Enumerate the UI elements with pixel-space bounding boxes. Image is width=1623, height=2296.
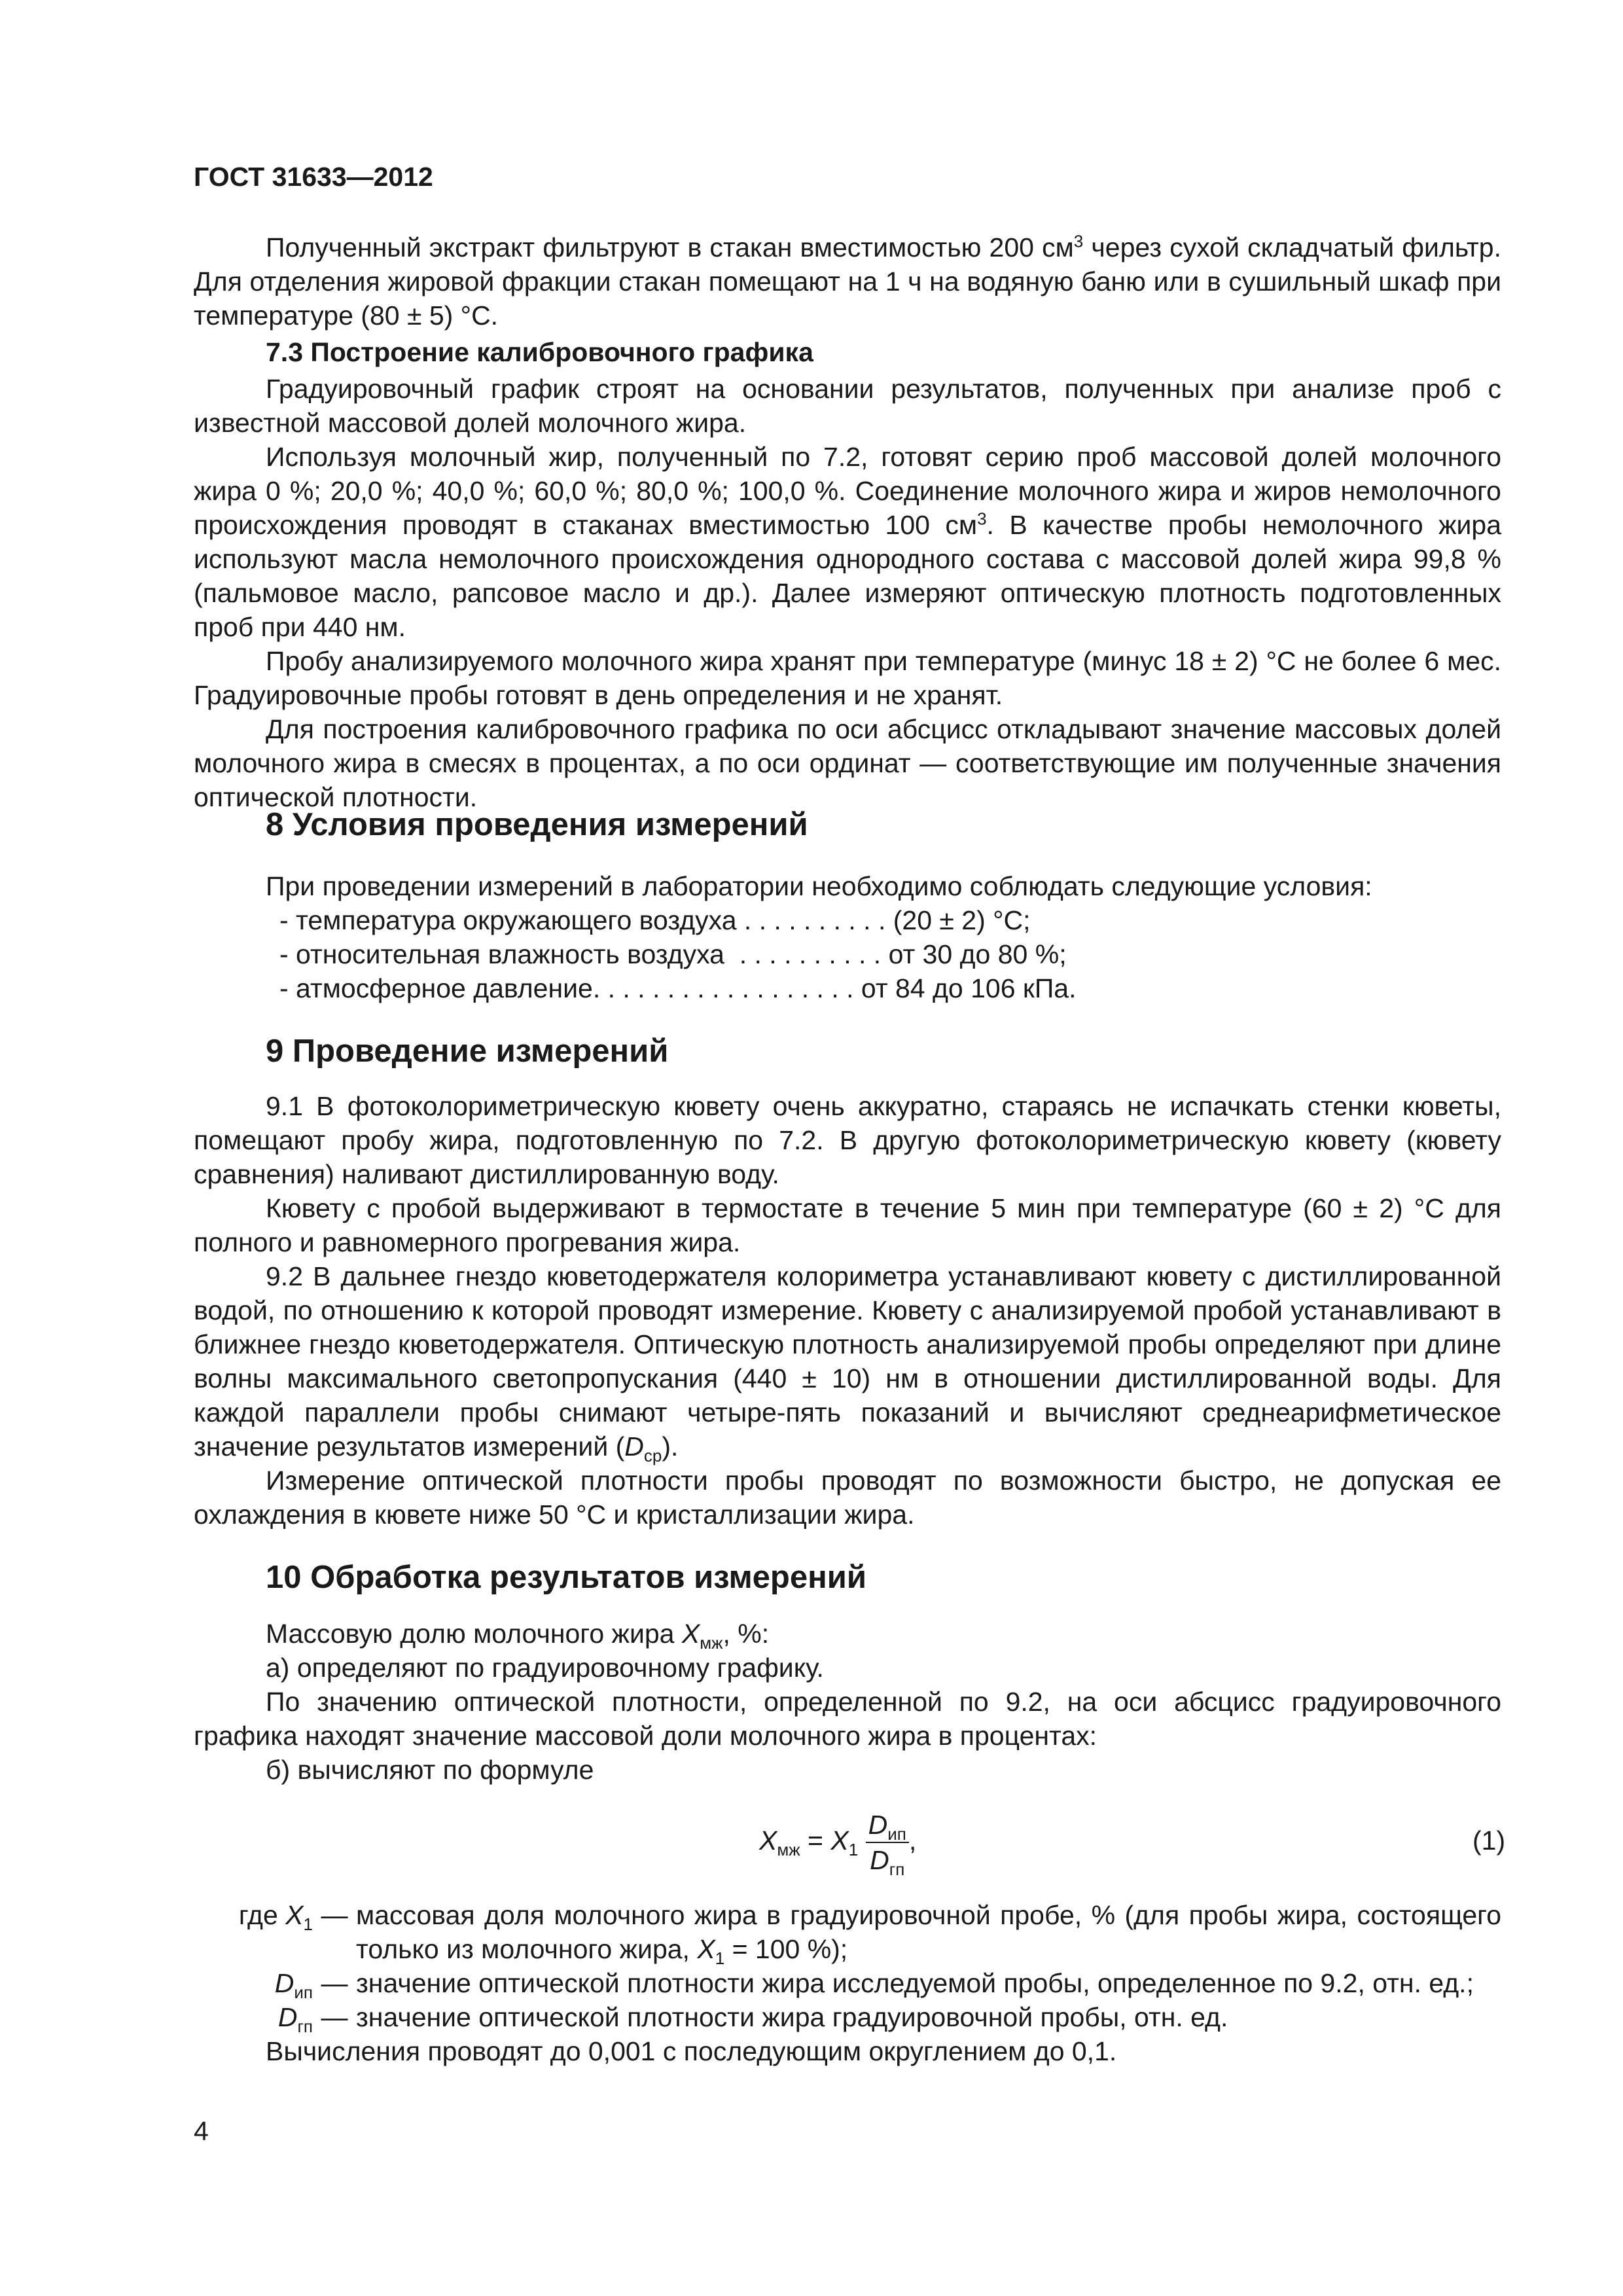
condition-temperature: - температура окружающего воздуха . . . . . . . . . . (20 ± 2) °С; [279, 905, 1031, 935]
definition-x1: где $X_1$ — массовая доля молочного жира в градуировочной пробе, % (для пробы жира, состоящего только из молочного жира, $X_1 = 100$ %); [238, 1900, 1501, 1969]
paragraph: 9.1 В фотоколориметрическую кювету очень аккуратно, стараясь не испачкать стенки кюветы, помещают пробу жира, подготовленную по 7.2. В другую фотоколориметрическую кювету (кювету сравнения) наливают дистиллированную воду. [194, 1091, 1501, 1189]
section-10 [194, 1558, 1501, 1787]
intro-section [194, 230, 1501, 332]
formula-fraction: $\frac{D_{ип}}{D_{гп}}$ [866, 1809, 909, 1876]
intro-paragraph: Полученный экстракт фильтруют в стакан вместимостью 200 $см^3$ через сухой складчатый фильтр. Для отделения жировой фракции стакан помещают на 1 ч на водяную баню или в сушильный шкаф при температуре (80 ± 5) °С. [194, 231, 1501, 331]
condition-pressure: - атмосферное давление . . . . . . . . . . . . . . . . . . от 84 до 106 кПа. [279, 973, 1077, 1003]
paragraph: 9.2 В дальнее гнездо кюветодержателя колориметра устанавливают кювету с дистиллированной водой, по отношению к которой проводят измерение. Кювету с анализируемой пробой устанавливают в ближнее гнездо кюветодержателя. Оптическую плотность анализируемой пробы определяют при длине волны максимального светопропускания (440 ± 10) нм в отношении дистиллированной воды. Для каждой параллели пробы снимают четыре-пять показаний и вычисляют среднеарифметическое значение результатов измерений $(D_{ср})$. [194, 1261, 1501, 1466]
condition-humidity: - относительная влажность воздуха . . . . . . . . . . от 30 до 80 %; [279, 939, 1067, 969]
item-a: а) определяют по градуировочному графику. [266, 1653, 824, 1683]
formula-1: $X_{мж} = X_1$ $\frac{D_{ип}}{D_{гп}}$ , [759, 1810, 917, 1880]
definition-dip: $D_{ип}$ — значение оптической плотности жира исследуемой пробы, определенное по 9.2, отн. ед.; [274, 1968, 1474, 2003]
formula-number: (1) [1472, 1825, 1506, 1856]
paragraph: Для построения калибровочного графика по оси абсцисс откладывают значение массовых долей молочного жира в смесях в процентах, а по оси ординат — соответствующие им полученные значения оптической плотности. [194, 714, 1501, 812]
section-9-heading: 9 Проведение измерений [266, 1033, 669, 1069]
section-7-3-heading: 7.3 Построение калибровочного графика [266, 337, 813, 367]
paragraph: Пробу анализируемого молочного жира хранят при температуре (минус 18 ± 2) °С не более 6 мес. Градуировочные пробы готовят в день определения и не хранят. [194, 646, 1501, 710]
section-8-heading: 8 Условия проведения измерений [266, 807, 808, 842]
paragraph: Используя молочный жир, полученный по 7.2, готовят серию проб массовой долей молочного жира 0 %; 20,0 %; 40,0 %; 60,0 %; 80,0 %; 100,0 %. Соединение молочного жира и жиров немолочного происхождения проводят в стаканах вместимостью 100 $см^3$. В качестве пробы немолочного жира используют масла немолочного происхождения однородного состава с массовой долей жира 99,8 % (пальмовое масло, рапсовое масло и др.). Далее измеряют оптическую плотность подготовленных проб при 440 нм. [194, 442, 1502, 642]
paragraph: Градуировочный график строят на основании результатов, полученных при анализе проб с известной массовой долей молочного жира. [194, 374, 1501, 438]
section-9 [194, 1031, 1501, 1532]
paragraph: Измерение оптической плотности пробы проводят по возможности быстро, не допуская ее охлаждения в кювете ниже 50 °С и кристаллизации жира. [194, 1465, 1501, 1530]
paragraph: По значению оптической плотности, определенной по 9.2, на оси абсцисс градуировочного графика находят значение массовой доли молочного жира в процентах: [194, 1687, 1501, 1751]
calculation-note: Вычисления проводят до 0,001 с последующим округлением до 0,1. [266, 2036, 1117, 2066]
formula-definitions [194, 1898, 1501, 2068]
paragraph: Массовую долю молочного жира $X_{мж}$, %: [266, 1619, 770, 1653]
paragraph: Кювету с пробой выдерживают в термостате в течение 5 мин при температуре (60 ± 2) °С для полного и равномерного прогревания жира. [194, 1193, 1501, 1257]
section-7-3 [194, 335, 1501, 814]
page-number: 4 [194, 2116, 209, 2146]
section-10-heading: 10 Обработка результатов измерений [266, 1560, 866, 1595]
item-b: б) вычисляют по формуле [266, 1755, 594, 1785]
conditions-intro: При проведении измерений в лаборатории необходимо соблюдать следующие условия: [266, 871, 1372, 901]
definition-dgp: $D_{гп}$ — значение оптической плотности жира градуировочной пробы, отн. ед. [277, 2002, 1228, 2037]
standard-designation: ГОСТ 31633—2012 [194, 162, 433, 192]
section-8 [194, 805, 1501, 1005]
